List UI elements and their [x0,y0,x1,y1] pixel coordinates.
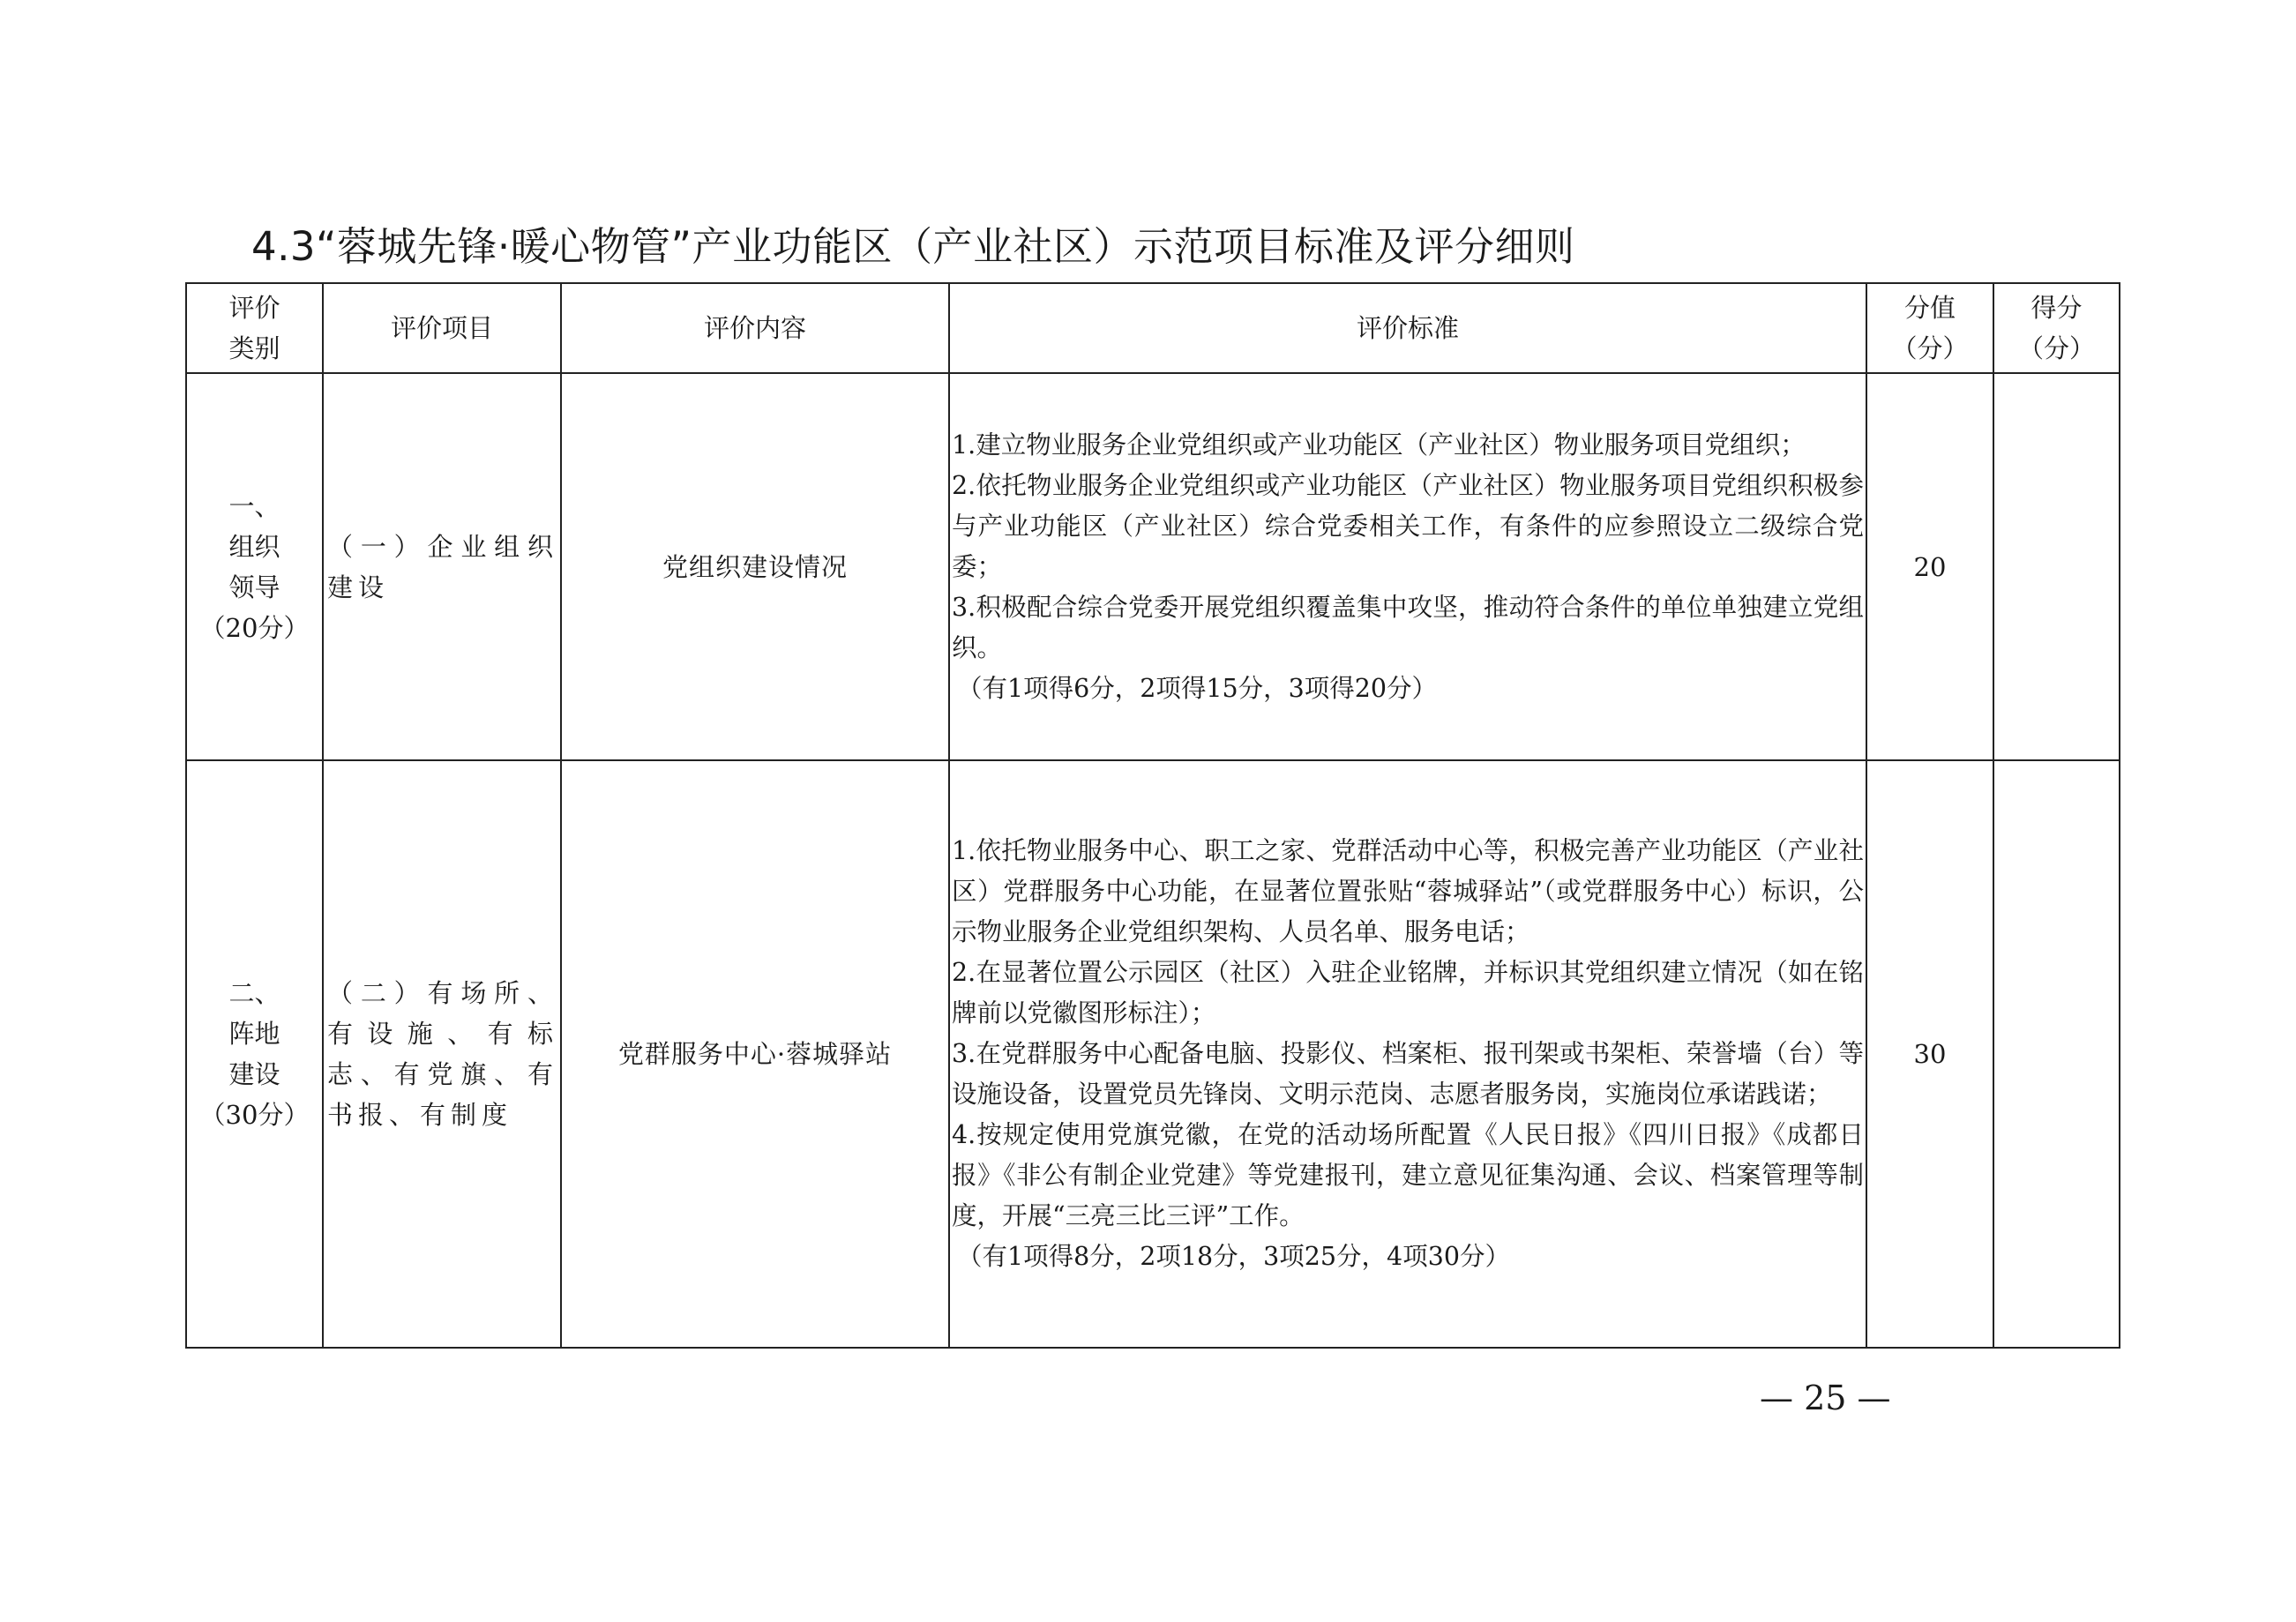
table-header-row [186,283,2120,373]
standard-line: 3.积极配合综合党委开展党组织覆盖集中攻坚，推动符合条件的单位单独建立党组织。 [952,592,1864,662]
row-obtained [1993,373,2120,760]
row-category: 二、 阵地 建设 （30分） [186,760,323,1348]
standard-line: 4.按规定使用党旗党徽，在党的活动场所配置《人民日报》《四川日报》《成都日报》《非公有制企业党建》等党建报刊，建立意见征集沟通、会议、档案管理等制度，开展“三亮三比三评”工作。 [952,1120,1864,1230]
standard-line: （有1项得8分，2项18分，3项25分，4项30分） [957,1242,1510,1271]
table-row [186,760,2120,1348]
row-category: 一、 组织 领导 （20分） [186,373,323,760]
table-row [186,373,2120,760]
row-content: 党组织建设情况 [561,373,949,760]
row-standard [949,760,1866,1348]
header-content: 评价内容 [561,283,949,373]
standard-line: 2.在显著位置公示园区（社区）入驻企业铭牌，并标识其党组织建立情况（如在铭牌前以党徽图形标注）； [952,958,1864,1028]
row-item: （二）有场所、有设施、有标志、有党旗、有书报、有制度 [323,760,561,1348]
standard-line: 2.依托物业服务企业党组织或产业功能区（产业社区）物业服务项目党组织积极参与产业功能区（产业社区）综合党委相关工作，有条件的应参照设立二级综合党委； [952,470,1864,581]
row-obtained [1993,760,2120,1348]
header-item: 评价项目 [323,283,561,373]
header-standard: 评价标准 [949,283,1866,373]
standard-line: 3.在党群服务中心配备电脑、投影仪、档案柜、报刊架或书架柜、荣誉墙（台）等设施设备，设置党员先锋岗、文明示范岗、志愿者服务岗，实施岗位承诺践诺； [952,1039,1864,1109]
row-score: 30 [1866,760,1993,1348]
page-number: — 25 — [1760,1379,1891,1417]
row-item: （一）企业组织建设 [323,373,561,760]
standard-line: 1.建立物业服务企业党组织或产业功能区（产业社区）物业服务项目党组织； [952,430,1806,460]
header-category: 评价 类别 [186,283,323,373]
row-score: 20 [1866,373,1993,760]
row-standard [949,373,1866,760]
standard-line: （有1项得6分，2项得15分，3项得20分） [957,673,1438,703]
row-content: 党群服务中心·蓉城驿站 [561,760,949,1348]
document-title: 4.3“蓉城先锋·暖心物管”产业功能区（产业社区）示范项目标准及评分细则 [251,223,1575,270]
standard-line: 1.依托物业服务中心、职工之家、党群活动中心等，积极完善产业功能区（产业社区）党群服务中心功能，在显著位置张贴“蓉城驿站”（或党群服务中心）标识，公示物业服务企业党组织架构、人员名单、服务电话； [952,836,1864,946]
header-obtained: 得分 （分） [1993,283,2120,373]
evaluation-table [185,282,2120,1349]
header-score: 分值 （分） [1866,283,1993,373]
